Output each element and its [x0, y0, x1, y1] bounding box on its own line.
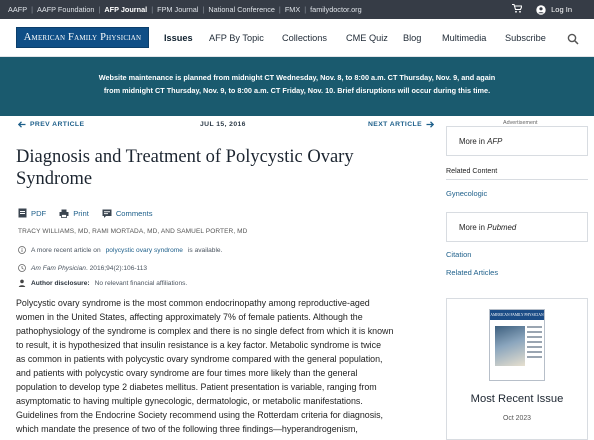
cart-icon[interactable] [512, 4, 522, 15]
comment-icon [102, 209, 112, 218]
comments-label: Comments [115, 208, 153, 218]
issue-date-label: JUL 15, 2016 [200, 121, 246, 128]
citation-details: . 2016;94(2):106-113 [85, 264, 148, 272]
nav-blog[interactable]: Blog [403, 33, 422, 43]
site-logo[interactable] [16, 27, 149, 48]
nav-issues[interactable]: Issues [164, 33, 193, 43]
utility-link-familydoctor[interactable]: familydoctor.org [310, 5, 362, 14]
advertisement-label: Advertisement [503, 120, 538, 126]
recent-article-link[interactable]: polycystic ovary syndrome [105, 246, 183, 254]
nav-multimedia[interactable]: Multimedia [442, 33, 487, 43]
info-icon [18, 246, 26, 254]
prev-article-label: PREV ARTICLE [30, 121, 85, 128]
next-article-label: NEXT ARTICLE [368, 121, 423, 128]
more-in-afp-source: AFP [487, 136, 503, 146]
more-in-pubmed-source: Pubmed [487, 222, 517, 232]
citation-link[interactable]: Citation [446, 250, 472, 259]
arrow-right-icon [426, 121, 434, 128]
person-icon [18, 279, 26, 287]
abstract-line: Guidelines from the Endocrine Society recommend using the Rotterdam criteria for diagnosis, [16, 410, 384, 420]
nav-subscribe[interactable]: Subscribe [505, 33, 546, 43]
arrow-left-icon [18, 121, 26, 128]
utility-link-aafp[interactable]: AAFP [8, 5, 28, 14]
article-tools [18, 208, 166, 218]
pdf-icon [18, 208, 27, 218]
citation-line [18, 264, 147, 272]
abstract-line: population to develop type 2 diabetes mellitus. Patient presentation is variable, ranging from [16, 382, 377, 392]
logo-text: American Family Physician [23, 32, 142, 43]
login-label: Log In [551, 5, 572, 14]
more-in-afp-toggle[interactable] [446, 126, 588, 156]
prev-article-link[interactable] [18, 121, 84, 128]
next-article-link[interactable] [368, 121, 434, 128]
utility-bar [0, 0, 594, 19]
nav-cme-quiz[interactable]: CME Quiz [346, 33, 388, 43]
printer-icon [59, 209, 69, 218]
abstract-line: and patients with polycystic ovary syndrome are four times more likely than the general [16, 368, 358, 378]
maintenance-banner [0, 57, 594, 116]
related-content-label: Related Content [446, 167, 498, 175]
utility-link-fmx[interactable]: FMX [284, 5, 301, 14]
disclosure-label: Author disclosure: [31, 279, 90, 287]
recent-note-suffix: is available. [187, 246, 223, 254]
cover-text-lines [527, 326, 542, 361]
more-in-pubmed-prefix: More in [459, 222, 485, 232]
user-icon [536, 5, 546, 15]
cover-photo [495, 326, 525, 366]
utility-link-fpm-journal[interactable]: FPM Journal [157, 5, 199, 14]
recent-article-note [18, 246, 222, 254]
issue-date: Oct 2023 [503, 415, 531, 422]
utility-actions [512, 0, 572, 19]
print-label: Print [73, 208, 89, 218]
search-icon[interactable] [567, 32, 579, 44]
abstract-line: women in the United States, affecting approximately 7% of female patients. Although the [16, 312, 363, 322]
pdf-button[interactable] [18, 208, 46, 218]
main-header [0, 19, 594, 57]
pdf-label: PDF [31, 208, 47, 218]
clock-icon [18, 264, 26, 272]
recent-note-prefix: A more recent article on [31, 246, 101, 254]
abstract-line: as common in patients with polycystic ovary syndrome compared with the general population, [16, 354, 383, 364]
abstract-line: which mandate the presence of two of the following three findings—hyperandrogenism, [16, 424, 358, 434]
nav-collections[interactable]: Collections [282, 33, 327, 43]
issue-title: Most Recent Issue [470, 393, 564, 405]
related-articles-link[interactable]: Related Articles [446, 268, 499, 277]
banner-line-1: Website maintenance is planned from midnight CT Wednesday, Nov. 8, to 8:00 a.m. CT Thursday, Nov. 9, and again [98, 73, 496, 82]
citation-journal: Am Fam Physician [31, 264, 86, 272]
most-recent-issue-card[interactable] [446, 298, 588, 440]
abstract-line: asymptomatic to having multiple gynecologic, dermatologic, or metabolic manifestations. [16, 396, 363, 406]
issue-cover-image[interactable] [489, 309, 545, 381]
abstract-line: Polycystic ovary syndrome is the most common endocrinopathy among reproductive-aged [16, 298, 370, 308]
utility-link-national-conference[interactable]: National Conference [208, 5, 275, 14]
comments-button[interactable] [102, 209, 153, 218]
sidebar-divider [446, 179, 588, 180]
utility-link-afp-journal[interactable]: AFP Journal [104, 5, 148, 14]
more-in-pubmed-toggle[interactable] [446, 212, 588, 242]
utility-link-aafp-foundation[interactable]: AAFP Foundation [36, 5, 95, 14]
abstract-line: pathophysiology of the syndrome is complex and there is no single defect from which it is known [16, 326, 394, 336]
article-authors: TRACY WILLIAMS, MD, RAMI MORTADA, MD, AND SAMUEL PORTER, MD [18, 228, 248, 235]
utility-links: AAFP | AAFP Foundation | AFP Journal | FPM Journal | National Conference | FMX | familydoctor.org [8, 5, 362, 14]
nav-afp-by-topic[interactable]: AFP By Topic [209, 33, 264, 43]
author-disclosure [18, 279, 187, 287]
article-abstract [16, 296, 436, 436]
abstract-line: to result, it is hypothesized that insulin resistance is a key factor. Metabolic syndrome is twice [16, 340, 382, 350]
login-button[interactable] [536, 5, 572, 15]
banner-line-2: from midnight CT Thursday, Nov. 9, to 8:00 a.m. CT Friday, Nov. 10. Brief disruptions will occur during this time. [103, 86, 491, 95]
more-in-afp-prefix: More in [459, 136, 485, 146]
related-gynecologic-link[interactable]: Gynecologic [446, 189, 488, 198]
disclosure-text: No relevant financial affiliations. [94, 279, 188, 287]
cover-masthead: AMERICAN FAMILY PHYSICIAN [490, 310, 544, 320]
print-button[interactable] [59, 209, 89, 218]
article-title: Diagnosis and Treatment of Polycystic Ovary Syndrome [16, 147, 354, 189]
